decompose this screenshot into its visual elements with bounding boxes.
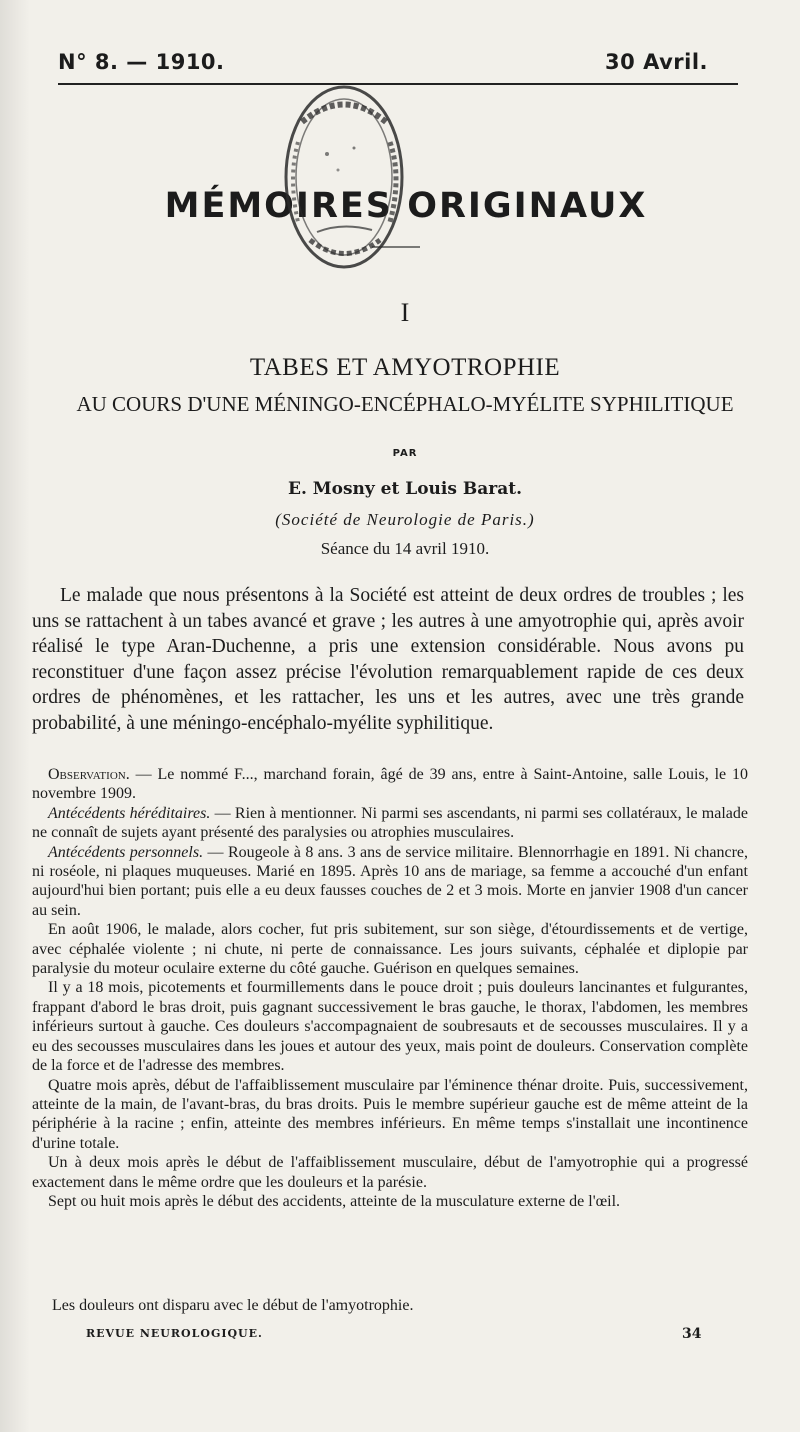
authors: E. Mosny et Louis Barat.: [288, 479, 522, 499]
article-number: I: [400, 298, 410, 327]
last-line: Les douleurs ont disparu avec le début de l'amyotrophie.: [52, 1297, 414, 1314]
page-number: 34: [682, 1326, 702, 1342]
observation-text: — Le nommé F..., marchand forain, âgé de 39 ans, entre à Saint-Antoine, salle Louis, le 10 novembre 1909.: [32, 766, 748, 803]
personal-paragraph: [32, 843, 748, 921]
hereditary-text: — Rien à mentionner. Ni parmi ses ascendants, ni parmi ses collatéraux, le malade ne connaît de sujets ayant présenté des paralysies ou atrophies musculaires.: [32, 804, 748, 842]
issue-number: N° 8. — 1910.: [58, 50, 225, 74]
observation-label: Observation.: [48, 766, 130, 783]
body-paragraph: Un à deux mois après le début de l'affaiblissement musculaire, début de l'amyotrophie qui a progressé exactement dans le même ordre que les douleurs et la parésie.: [32, 1154, 748, 1191]
section-title: MÉMOIRES ORIGINAUX: [164, 186, 648, 226]
personal-text: — Rougeole à 8 ans. 3 ans de service militaire. Blennorrhagie en 1891. Ni chancre, ni roséole, ni plaques muqueuses. Marié en 1895. Après 10 ans de mariage, sa femme a accouché d'un enfant aujourd'hui bien portant; puis elle a eu deux fausses couches de 2 et 3 mois. Morte en janvier 1908 d'un cancer au sein.: [32, 843, 749, 919]
journal-name: REVUE NEUROLOGIQUE.: [86, 1327, 263, 1340]
body-paragraph: Sept ou huit mois après le début des accidents, atteinte de la musculature externe de l'œil.: [48, 1192, 621, 1210]
body-paragraph: En août 1906, le malade, alors cocher, fut pris subitement, sur son siège, d'étourdissements et de vertige, avec céphalée violente ; ni chute, ni perte de connaissance. Les jours suivants, céphalée et diplopie par paralysie du moteur oculaire externe du côté gauche. Guérison en quelques semaines.: [32, 921, 748, 978]
observation-paragraph: [32, 765, 748, 804]
session-date: Séance du 14 avril 1910.: [320, 539, 490, 558]
article-subtitle: AU COURS D'UNE MÉNINGO-ENCÉPHALO-MYÉLITE SYPHILITIQUE: [76, 392, 734, 416]
article-title: TABES ET AMYOTROPHIE: [249, 354, 561, 381]
hereditary-label: Antécédents héréditaires.: [48, 804, 211, 822]
hereditary-paragraph: [32, 804, 748, 843]
body-paragraph: Quatre mois après, début de l'affaiblissement musculaire par l'éminence thénar droite. Puis, successivement, atteinte de la main, de l'avant-bras, du bras droits. Puis le membre supérieur gauche est de même atteint de la périphérie à la racine ; enfin, atteinte des membres inférieurs. En même temps s'installait une incontinence d'urine totale.: [32, 1076, 748, 1152]
personal-label: Antécédents personnels.: [48, 843, 204, 861]
article-body: [32, 765, 748, 1211]
library-stamp-icon: [272, 82, 420, 277]
society-name: (Société de Neurologie de Paris.): [275, 510, 535, 529]
issue-date: 30 Avril.: [605, 50, 708, 74]
byline-par: PAR: [392, 448, 418, 459]
intro-paragraph: Le malade que nous présentons à la Société est atteint de deux ordres de troubles ; les uns se rattachent à un tabes avancé et grave ; les autres à une amyotrophie qui, après avoir réalisé le type Aran-Duchenne, a pris une extension considérable. Nous avons pu reconstituer d'une façon assez précise l'évolution remarquablement rapide de ces deux ordres de phénomènes, et les rattacher, les uns et les autres, avec une très grande probabilité, à une méningo-encéphalo-myélite syphilitique.: [32, 585, 744, 734]
body-paragraph: Il y a 18 mois, picotements et fourmillements dans le pouce droit ; puis douleurs lancinantes et fulgurantes, frappant d'abord le bras droit, puis gagnant successivement le bras gauche, le thorax, l'abdomen, les membres inférieurs surtout à gauche. Ces douleurs s'accompagnaient de soubresauts et de secousses musculaires. Il y a eu des secousses musculaires dans les joues et autour des yeux, mais point de douleurs. Conservation complète de la force et de l'adresse des membres.: [32, 979, 748, 1075]
